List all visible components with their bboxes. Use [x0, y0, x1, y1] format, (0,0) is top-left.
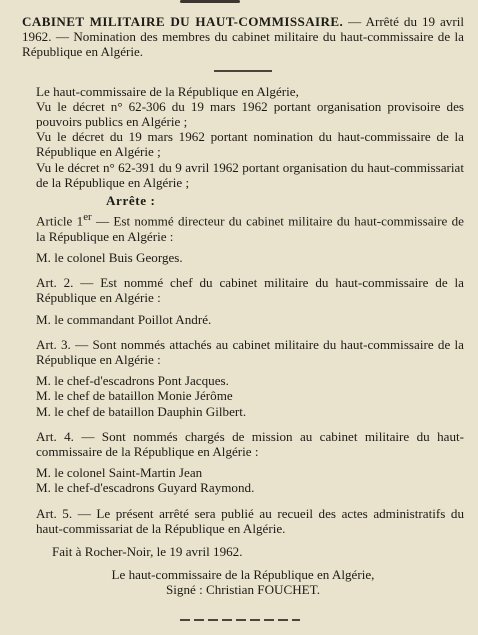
section-divider: [214, 70, 272, 72]
preamble-line: Le haut-commissaire de la République en Algérie,: [36, 83, 299, 99]
header-subtitle: — Arrêté du 19 avril 1962. — Nomination des membres du cabinet militaire du haut-commissaire de la République en Algérie.: [22, 14, 464, 60]
preamble-line: Vu le décret n° 62-391 du 9 avril 1962 portant organisation du haut-commissariat de la République en Algérie ;: [36, 159, 464, 190]
nominee: M. le chef de bataillon Dauphin Gilbert.: [36, 403, 247, 419]
nominee: M. le colonel Saint-Martin Jean: [36, 465, 203, 481]
article-1-label: Article 1: [36, 213, 84, 229]
nominee: M. le commandant Poillot André.: [36, 311, 212, 327]
arrete-label: Arrête :: [106, 193, 156, 209]
preamble-line: Vu le décret du 19 mars 1962 portant nomination du haut-commissaire de la République en Algérie ;: [36, 129, 464, 160]
bottom-rule: [180, 619, 300, 621]
article-5: Art. 5. — Le présent arrêté sera publié au recueil des actes administratifs du haut-commissariat de la République en Algérie.: [36, 505, 464, 536]
nominee: M. le colonel Buis Georges.: [36, 250, 183, 265]
preamble-line: Vu le décret n° 62-306 du 19 mars 1962 portant organisation provisoire des pouvoirs publics en Algérie ;: [36, 98, 464, 130]
signature-title: Le haut-commissaire de la République en Algérie,: [111, 567, 375, 583]
article-1: [22, 210, 464, 244]
nominee-list: [22, 373, 464, 419]
nominee: M. le chef-d'escadrons Pont Jacques.: [36, 373, 229, 389]
article-2: Art. 2. — Est nommé chef du cabinet militaire du haut-commissaire de la République en Algérie :: [36, 275, 464, 306]
nominee-list: [22, 465, 464, 495]
nominee: M. le chef de bataillon Monie Jérôme: [36, 388, 233, 404]
article-1-text: — Est nommé directeur du cabinet militaire du haut-commissaire de la République en Algérie :: [36, 213, 464, 244]
header-title: CABINET MILITAIRE DU HAUT-COMMISSAIRE.: [22, 14, 344, 29]
article-1-sup: er: [83, 211, 92, 224]
nominee: M. le chef-d'escadrons Guyard Raymond.: [36, 480, 255, 496]
article-4: Art. 4. — Sont nommés chargés de mission au cabinet militaire du haut-commissaire de la République en Algérie :: [36, 428, 464, 460]
place-date: Fait à Rocher-Noir, le 19 avril 1962.: [52, 544, 243, 560]
article-3: Art. 3. — Sont nommés attachés au cabinet militaire du haut-commissaire de la République en Algérie :: [36, 336, 464, 368]
decree-header: [22, 14, 464, 60]
signature-block: [22, 567, 464, 597]
signature-name: Signé : Christian FOUCHET.: [166, 582, 320, 598]
